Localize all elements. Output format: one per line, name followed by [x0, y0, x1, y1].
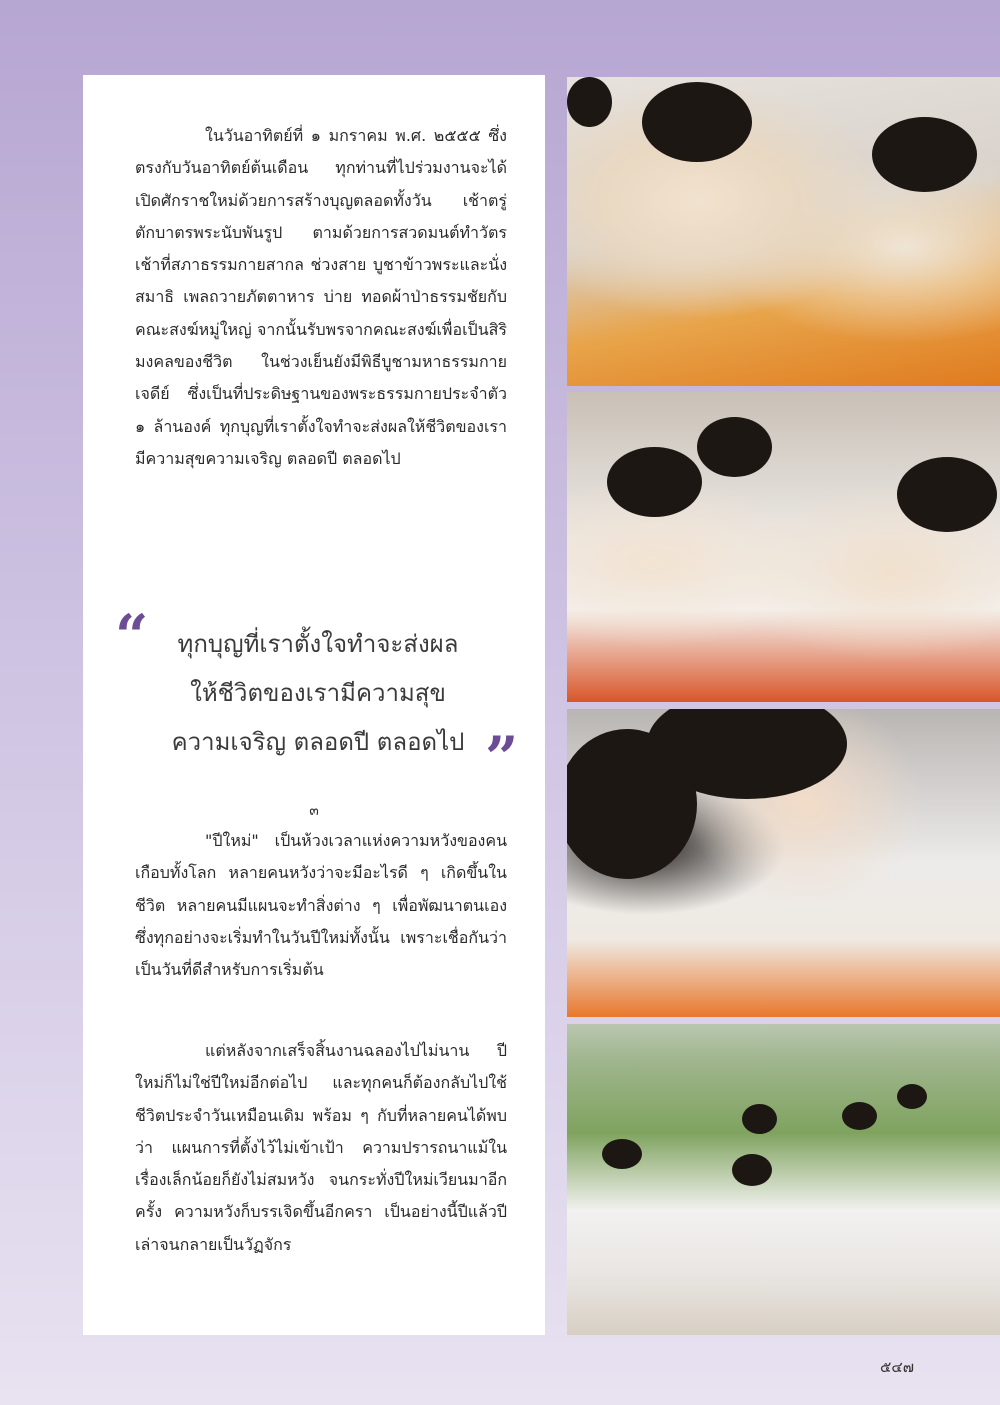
photo-children-procession-on-lawn — [567, 1024, 1000, 1335]
close-quote-mark: ” — [485, 724, 519, 792]
open-quote-mark: “ — [115, 602, 149, 670]
pull-quote-line-3: ความเจริญ ตลอดปี ตลอดไป — [171, 728, 465, 756]
body-paragraph-2: "ปีใหม่" เป็นห้วงเวลาแห่งความหวังของคนเกือบทั้งโลก หลายคนหวังว่าจะมีอะไรดี ๆ เกิดขึ้นในชีวิต หลายคนมีแผนจะทำสิ่งต่าง ๆ เพื่อพัฒนาตนเอง ซึ่งทุกอย่างจะเริ่มทำในวันปีใหม่ทั้งนั้น เพราะเชื่อกันว่าเป็นวันที่ดีสำหรับการเริ่มต้น — [135, 831, 507, 980]
body-paragraph-1: ในวันอาทิตย์ที่ ๑ มกราคม พ.ศ. ๒๕๕๕ ซึ่งตรงกับวันอาทิตย์ต้นเดือน ทุกท่านที่ไปร่วมงานจะได้เปิดศักราชใหม่ด้วยการสร้างบุญตลอดทั้งวัน เช้าตรู่ ตักบาตรพระนับพันรูป ตามด้วยการสวดมนต์ทำวัตรเช้าที่สภาธรรมกายสากล ช่วงสาย บูชาข้าวพระและนั่งสมาธิ เพลถวายภัตตาหาร บ่าย ทอดผ้าป่าธรรมชัยกับคณะสงฆ์หมู่ใหญ่ จากนั้นรับพรจากคณะสงฆ์เพื่อเป็นสิริมงคลของชีวิต ในช่วงเย็นยังมีพิธีบูชามหาธรรมกายเจดีย์ ซึ่งเป็นที่ประดิษฐานของพระธรรมกายประจำตัว ๑ ล้านองค์ ทุกบุญที่เราตั้งใจทำจะส่งผลให้ชีวิตของเรามีความสุขความเจริญ ตลอดปี ตลอดไป — [135, 126, 507, 468]
photo-girls-in-white-holding-robes — [567, 392, 1000, 702]
pull-quote — [113, 620, 523, 767]
pull-quote-line-2: ให้ชีวิตของเรามีความสุข — [190, 679, 446, 707]
photo-girl-reading-robe-package — [567, 709, 1000, 1017]
section-marker: ๓ — [309, 803, 319, 819]
text-panel — [83, 75, 545, 1335]
page-number: ๕๔๗ — [880, 1358, 914, 1376]
pull-quote-line-1: ทุกบุญที่เราตั้งใจทำจะส่งผล — [177, 630, 459, 658]
body-paragraph-3: แต่หลังจากเสร็จสิ้นงานฉลองไปไม่นาน ปีใหม่ก็ไม่ใช่ปีใหม่อีกต่อไป และทุกคนก็ต้องกลับไปใช้ชีวิตประจำวันเหมือนเดิม พร้อม ๆ กับที่หลายคนได้พบว่า แผนการที่ตั้งไว้ไม่เข้าเป้า ความปรารถนาแม้ในเรื่องเล็กน้อยก็ยังไม่สมหวัง จนกระทั่งปีใหม่เวียนมาอีกครั้ง ความหวังก็บรรเจิดขึ้นอีกครา เป็นอย่างนี้ปีแล้วปีเล่าจนกลายเป็นวัฏจักร — [135, 1041, 507, 1254]
photo-children-with-orange-robes — [567, 77, 1000, 386]
